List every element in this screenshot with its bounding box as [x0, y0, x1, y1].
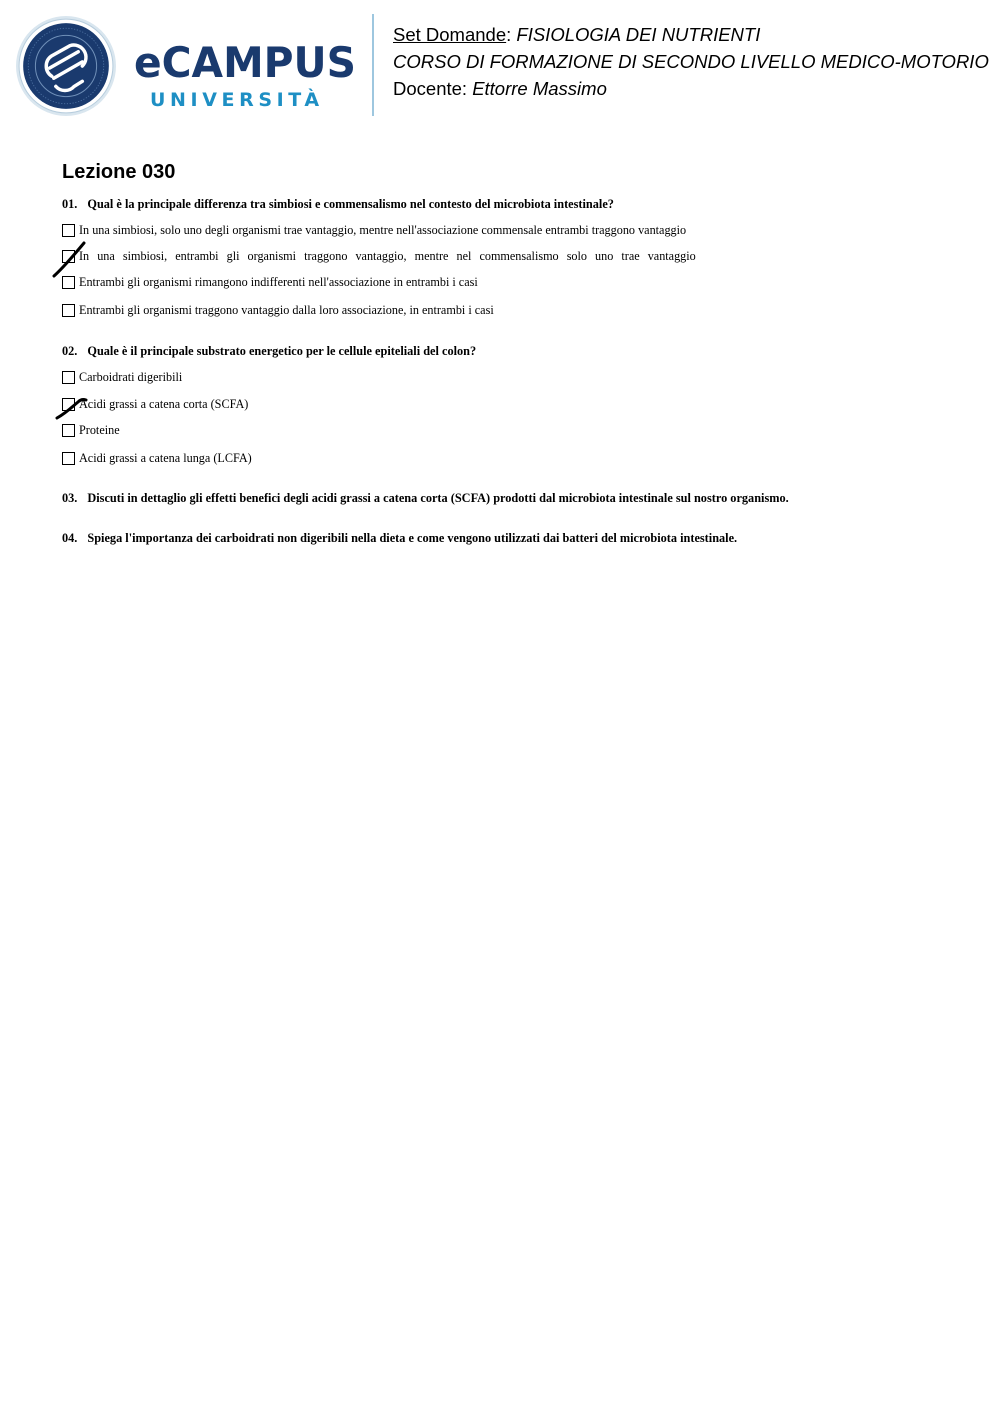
question-number: 03.: [62, 491, 78, 505]
question-text: Quale è il principale substrato energetico per le cellule epiteliali del colon?: [87, 344, 477, 358]
checkbox[interactable]: [62, 452, 75, 465]
option-text: In una simbiosi, entrambi gli organismi traggono vantaggio, mentre nel commensalismo solo uno trae vantaggio: [79, 248, 696, 263]
header-divider: [372, 14, 374, 116]
question-01: [62, 197, 614, 212]
question-text: Qual è la principale differenza tra simbiosi e commensalismo nel contesto del microbiota intestinale?: [87, 197, 614, 211]
question-number: 04.: [62, 531, 78, 545]
teacher-line: [393, 78, 607, 100]
checkbox[interactable]: [62, 304, 75, 317]
ecampus-wordmark-logo: [134, 42, 356, 82]
q1-option-3[interactable]: [62, 274, 478, 290]
ecampus-seal-logo: [15, 15, 117, 117]
option-text: Acidi grassi a catena lunga (LCFA): [79, 450, 252, 465]
q2-option-4[interactable]: [62, 450, 252, 466]
set-value: FISIOLOGIA DEI NUTRIENTI: [516, 24, 761, 45]
teacher-label: Docente:: [393, 78, 468, 99]
handwritten-check-mark: [54, 396, 90, 422]
option-text: Proteine: [79, 422, 120, 437]
option-text: Carboidrati digeribili: [79, 369, 183, 384]
teacher-name: Ettorre Massimo: [472, 78, 607, 99]
question-number: 02.: [62, 344, 78, 358]
q1-option-1[interactable]: [62, 222, 686, 238]
set-line: [393, 24, 760, 46]
handwritten-check-mark: [50, 240, 90, 280]
q1-option-4[interactable]: [62, 302, 494, 318]
question-03: [62, 491, 789, 506]
checkbox[interactable]: [62, 371, 75, 384]
option-text: Entrambi gli organismi traggono vantaggio dalla loro associazione, in entrambi i casi: [79, 302, 494, 317]
set-separator: :: [506, 24, 512, 45]
question-number: 01.: [62, 197, 78, 211]
question-02: [62, 344, 476, 359]
question-04: [62, 531, 737, 546]
q1-option-2[interactable]: [62, 248, 696, 264]
question-text: Spiega l'importanza dei carboidrati non digeribili nella dieta e come vengono utilizzati dai batteri del microbiota intestinale.: [87, 531, 738, 545]
set-label: Set Domande: [393, 24, 507, 45]
option-text: Entrambi gli organismi rimangono indifferenti nell'associazione in entrambi i casi: [79, 274, 478, 289]
svg-text:eCAMPUS: eCAMPUS: [134, 42, 356, 82]
question-text: Discuti in dettaglio gli effetti benefici degli acidi grassi a catena corta (SCFA) prodotti dal microbiota intestinale sul nostro organismo.: [87, 491, 789, 505]
checkbox[interactable]: [62, 424, 75, 437]
lesson-title: Lezione 030: [62, 161, 176, 183]
option-text: Acidi grassi a catena corta (SCFA): [79, 396, 249, 411]
logo-subtitle: UNIVERSITÀ: [150, 89, 324, 111]
q2-option-3[interactable]: [62, 422, 120, 438]
course-title: CORSO DI FORMAZIONE DI SECONDO LIVELLO MEDICO-MOTORIO: [393, 51, 989, 72]
q2-option-1[interactable]: [62, 369, 182, 385]
checkbox[interactable]: [62, 224, 75, 237]
option-text: In una simbiosi, solo uno degli organismi trae vantaggio, mentre nell'associazione commensale entrambi traggono vantaggio: [79, 222, 687, 237]
